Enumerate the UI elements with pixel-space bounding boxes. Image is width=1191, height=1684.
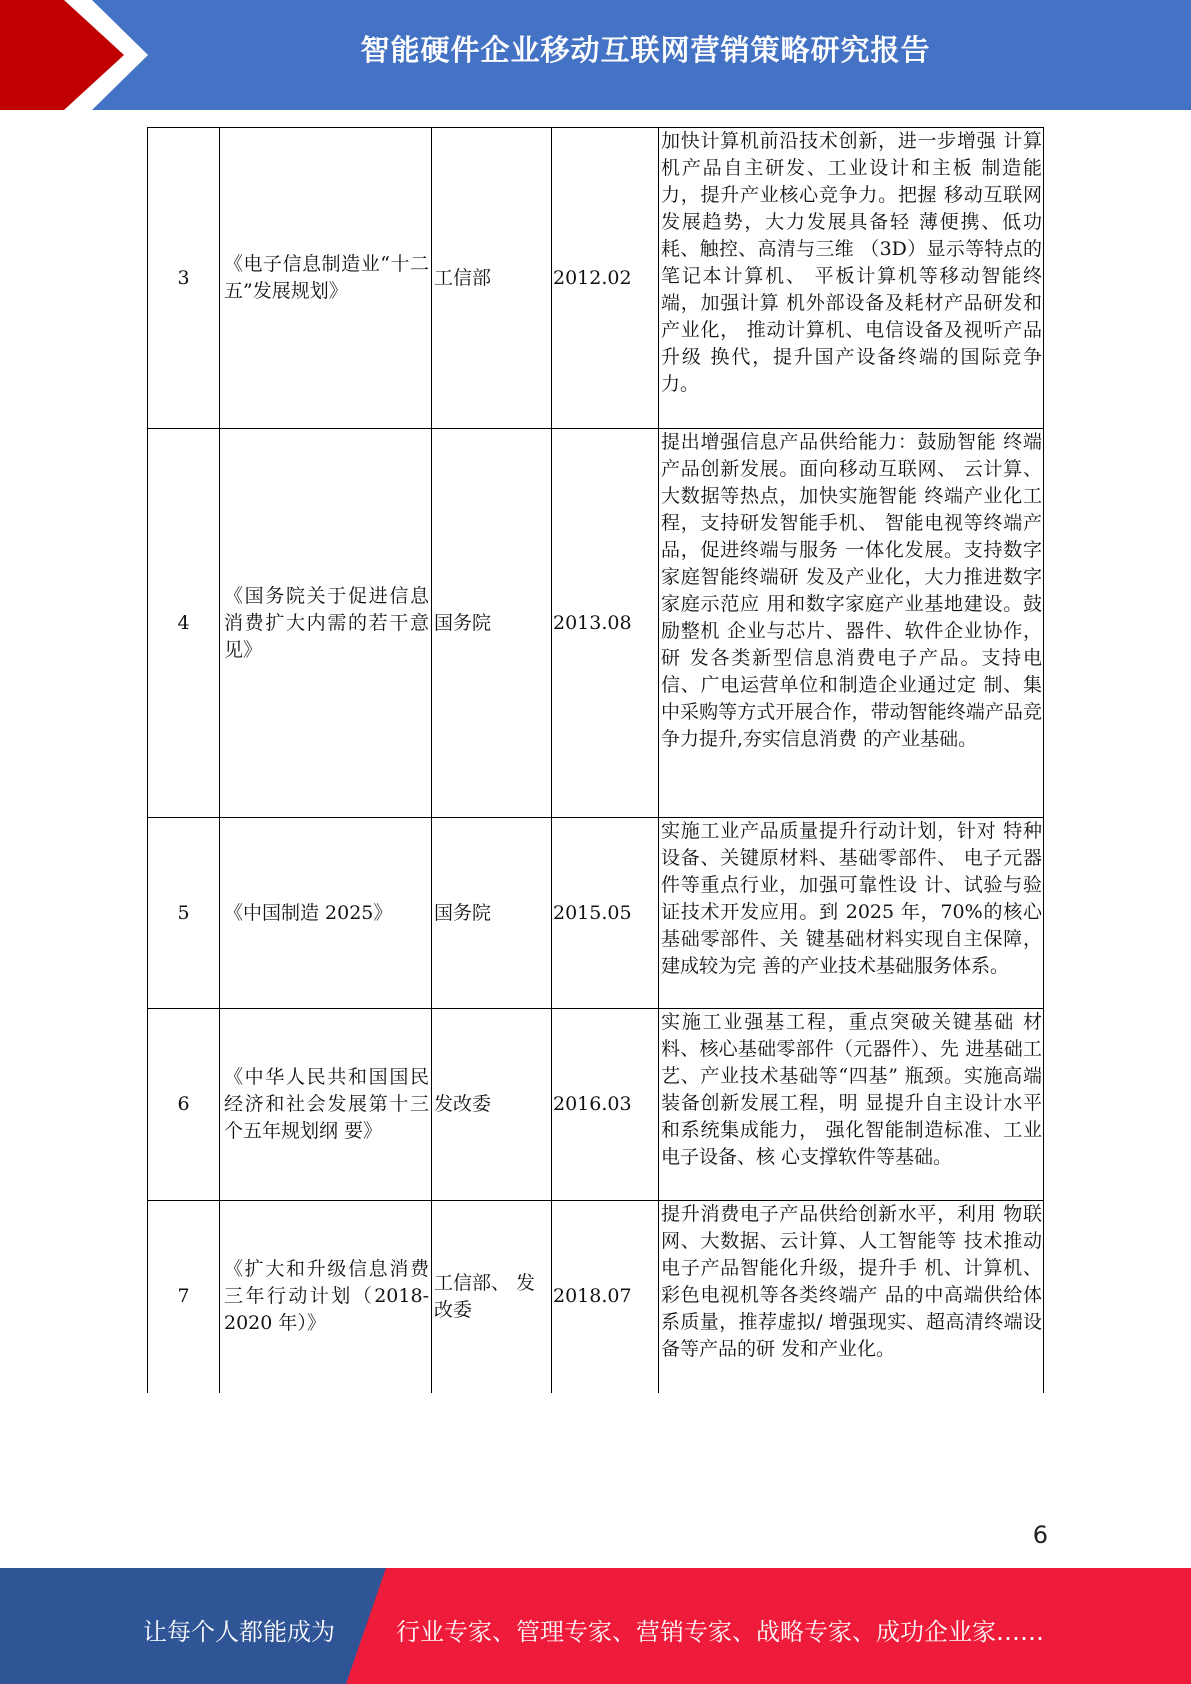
page-header — [0, 0, 1191, 110]
policy-name: 《扩大和升级信息消费三年行动计划（2018-2020 年）》 — [220, 1201, 432, 1393]
policy-content-text: 提出增强信息产品供给能力：鼓励智能 终端产品创新发展。面向移动互联网、 云计算、大数据等热点，加快实施智能 终端产业化工程，支持研发智能手机、 智能电视等终端产品，促进终端与服务 一体化发展。支持数字家庭智能终端研 发及产业化，大力推进数字家庭示范应 用和数字家庭产业基地建设。鼓励整机 企业与芯片、器件、软件企业协作，研 发各类新型信息消费电子产品。支持电 信、广电运营单位和制造企业通过定 制、集中采购等方式开展合作，带动智能终端产品竞争力提升,夯实信息消费 的产业基础。 — [661, 431, 1042, 750]
policy-name: 《中华人民共和国国民经济和社会发展第十三个五年规划纲 要》 — [220, 1009, 432, 1201]
policy-date: 2012.02 — [552, 128, 659, 429]
policy-content — [659, 128, 1044, 429]
row-number: 5 — [148, 818, 220, 1009]
policy-name: 《国务院关于促进信息消费扩大内需的若干意见》 — [220, 429, 432, 818]
policy-department: 发改委 — [432, 1009, 552, 1201]
table-row — [148, 1009, 1044, 1201]
table-row — [148, 1201, 1044, 1393]
policy-date: 2016.03 — [552, 1009, 659, 1201]
footer-slogan-right: 行业专家、管理专家、营销专家、战略专家、成功企业家…… — [396, 1618, 1044, 1646]
policy-date: 2013.08 — [552, 429, 659, 818]
policy-name: 《电子信息制造业“十二五”发展规划》 — [220, 128, 432, 429]
row-number: 3 — [148, 128, 220, 429]
policy-table — [147, 127, 1044, 1393]
policy-date: 2018.07 — [552, 1201, 659, 1393]
table-row — [148, 818, 1044, 1009]
row-number: 7 — [148, 1201, 220, 1393]
policy-content-text: 提升消费电子产品供给创新水平，利用 物联网、大数据、云计算、人工智能等 技术推动电子产品智能化升级，提升手 机、计算机、彩色电视机等各类终端产 品的中高端供给体系质量，推荐虚拟/ 增强现实、超高清终端设备等产品的研 发和产业化。 — [661, 1203, 1042, 1360]
policy-content — [659, 429, 1044, 818]
policy-content-text: 实施工业产品质量提升行动计划，针对 特种设备、关键原材料、基础零部件、 电子元器件等重点行业，加强可靠性设 计、试验与验证技术开发应用。到 2025 年，70%的核心基础零部件、关 键基础材料实现自主保障，建成较为完 善的产业技术基础服务体系。 — [661, 820, 1042, 977]
table-row — [148, 128, 1044, 429]
row-number: 6 — [148, 1009, 220, 1201]
policy-department: 工信部 — [432, 128, 552, 429]
policy-name: 《中国制造 2025》 — [220, 818, 432, 1009]
policy-table-container — [147, 127, 1043, 1393]
policy-department: 工信部、 发改委 — [432, 1201, 552, 1393]
table-row — [148, 429, 1044, 818]
policy-content-text: 加快计算机前沿技术创新，进一步增强 计算机产品自主研发、工业设计和主板 制造能力，提升产业核心竞争力。把握 移动互联网发展趋势，大力发展具备轻 薄便携、低功耗、触控、高清与三维 （3D）显示等特点的笔记本计算机、 平板计算机等移动智能终端，加强计算 机外部设备及耗材产品研发和产业化， 推动计算机、电信设备及视听产品升级 换代，提升国产设备终端的国际竞争 力。 — [661, 130, 1042, 395]
policy-content — [659, 1201, 1044, 1393]
policy-content — [659, 1009, 1044, 1201]
page-number: 6 — [1032, 1521, 1048, 1549]
policy-department: 国务院 — [432, 818, 552, 1009]
report-title: 智能硬件企业移动互联网营销策略研究报告 — [360, 33, 931, 67]
policy-content-text: 实施工业强基工程，重点突破关键基础 材料、核心基础零部件（元器件）、先 进基础工艺、产业技术基础等“四基” 瓶颈。实施高端装备创新发展工程，明 显提升自主设计水平和系统集成能力， 强化智能制造标准、工业电子设备、核 心支撑软件等基础。 — [661, 1011, 1042, 1168]
footer-slogan-left: 让每个人都能成为 — [143, 1618, 335, 1646]
policy-content — [659, 818, 1044, 1009]
policy-date: 2015.05 — [552, 818, 659, 1009]
header-arrow-icon — [0, 0, 150, 110]
row-number: 4 — [148, 429, 220, 818]
policy-department: 国务院 — [432, 429, 552, 818]
page-footer — [0, 1568, 1191, 1684]
